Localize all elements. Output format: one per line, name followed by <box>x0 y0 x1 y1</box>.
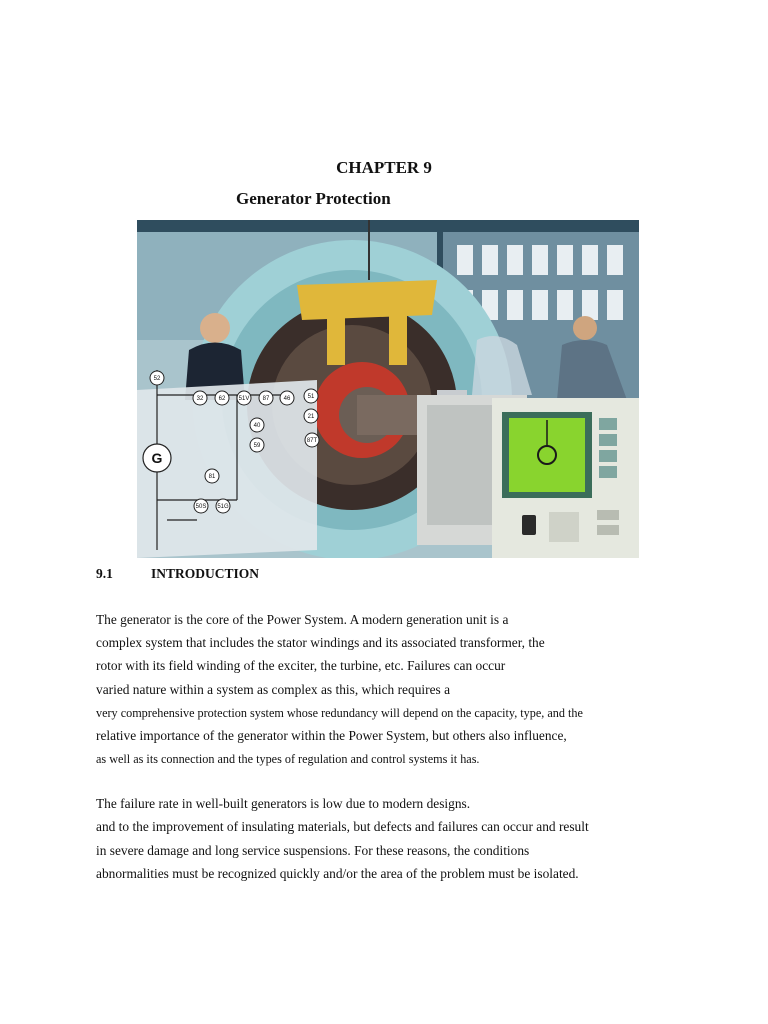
relay-label: 59 <box>253 443 261 449</box>
relay-label: 87T <box>306 438 318 444</box>
relay-label: 51G <box>217 504 229 510</box>
relay-label: 87 <box>262 396 270 402</box>
paragraph-line: complex system that includes the stator windings and its associated transformer, the <box>96 635 545 650</box>
protection-diagram <box>137 220 639 558</box>
paragraph-line: The failure rate in well-built generators is low due to modern designs. <box>96 796 471 811</box>
paragraph-line: and to the improvement of insulating materials, but defects and failures can occur and result <box>96 819 589 834</box>
paragraph-line: in severe damage and long service suspensions. For these reasons, the conditions <box>96 843 530 858</box>
generator-photo-figure <box>137 220 639 558</box>
paragraph-line: rotor with its field winding of the exciter, the turbine, etc. Failures can occur <box>96 658 506 673</box>
relay-label: 81 <box>208 474 216 480</box>
relay-label: 62 <box>218 396 226 402</box>
chapter-title: Generator Protection <box>236 189 391 208</box>
paragraph-line: very comprehensive protection system whose redundancy will depend on the capacity, type, and the <box>96 706 583 720</box>
relay-label: 46 <box>283 396 291 402</box>
section-number: 9.1 <box>96 566 113 581</box>
relay-label: 52 <box>153 376 161 382</box>
paragraph-line: relative importance of the generator within the Power System, but others also influence, <box>96 728 567 743</box>
paragraph-line: The generator is the core of the Power System. A modern generation unit is a <box>96 612 509 627</box>
relay-label: 51 <box>307 394 315 400</box>
relay-label: 21 <box>307 414 315 420</box>
paragraph-line: as well as its connection and the types of regulation and control systems it has. <box>96 752 480 766</box>
relay-label: 50S <box>195 504 207 510</box>
generator-symbol: G <box>151 450 163 466</box>
relay-label: 32 <box>196 396 204 402</box>
paragraph-line: abnormalities must be recognized quickly and/or the area of the problem must be isolated. <box>96 866 579 881</box>
relay-label: 51V <box>238 396 250 402</box>
section-title: INTRODUCTION <box>151 566 260 581</box>
paragraph-line: varied nature within a system as complex as this, which requires a <box>96 682 451 697</box>
relay-label: 40 <box>253 423 261 429</box>
chapter-label: CHAPTER 9 <box>336 158 432 177</box>
